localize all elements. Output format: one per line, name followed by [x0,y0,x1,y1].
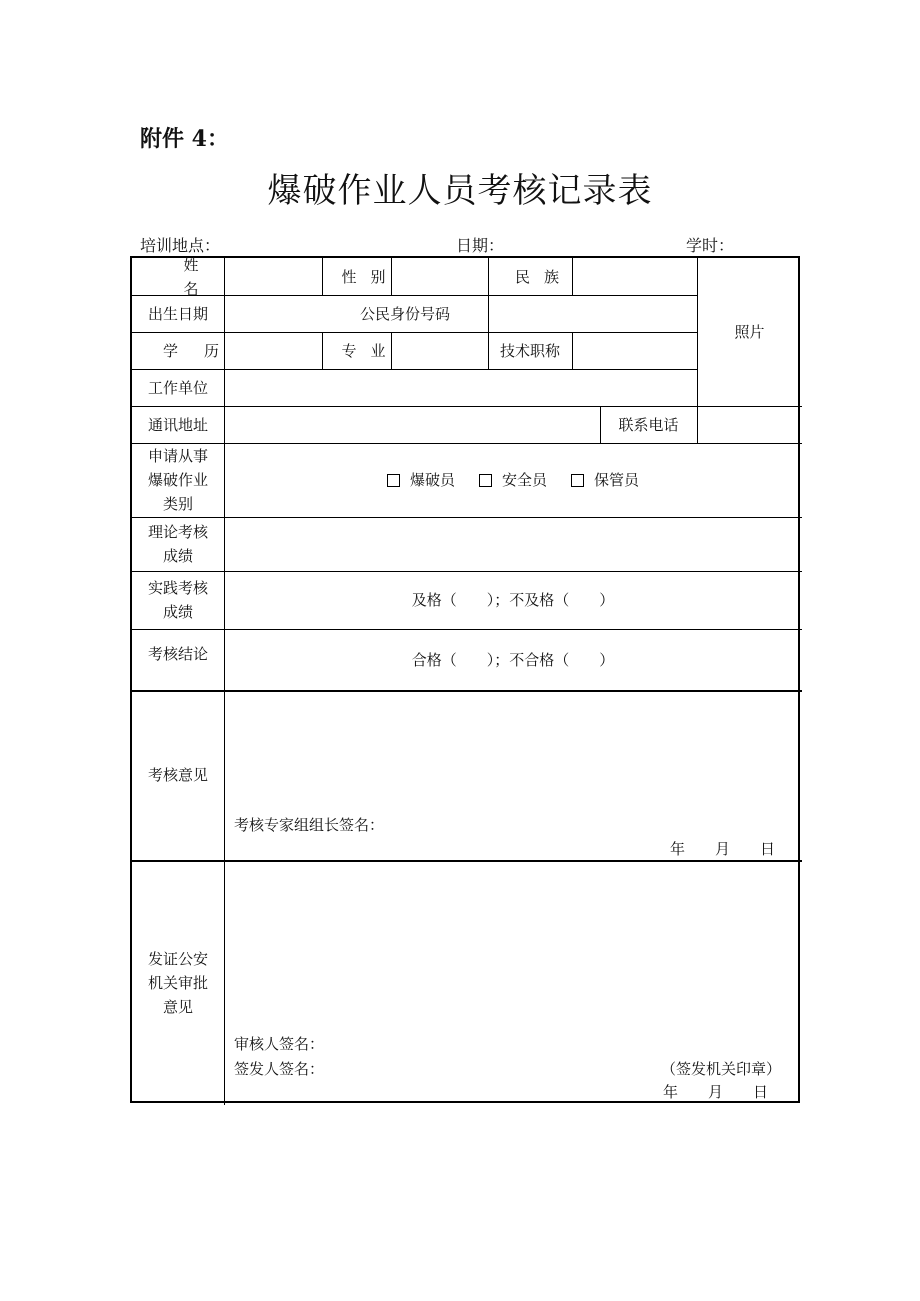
option-blaster[interactable]: 爆破员 [387,468,455,492]
practice-score-label: 实践考核成绩 [148,579,209,621]
education-field[interactable] [224,332,322,369]
employer-field[interactable] [224,369,697,406]
date-label: 日期： [456,236,505,255]
gender-field[interactable] [391,258,488,295]
category-options [224,443,802,517]
ethnicity-label: 民族 [514,267,573,286]
checkbox-icon[interactable] [387,474,400,487]
education-label: 学历 [162,341,245,360]
practice-result[interactable]: 及格（ ）；不及格（ ） [411,591,615,609]
phone-field[interactable] [697,406,802,443]
id-number-field[interactable] [488,295,697,332]
option-safety-officer[interactable]: 安全员 [479,468,547,492]
seal-label: （签发机关印章） [661,1060,782,1078]
conclusion-result[interactable]: 合格（ ）；不合格（ ） [411,650,615,669]
attachment-label: 附件 4： [140,126,229,152]
gender-label: 性别 [341,267,400,286]
checkbox-icon[interactable] [571,474,584,487]
employer-label: 工作单位 [147,378,208,397]
theory-score-field[interactable] [224,517,802,571]
tech-title-field[interactable] [572,332,697,369]
issuer-signature-label: 签发人签名： [234,1060,325,1078]
page-title: 爆破作业人员考核记录表 [267,171,653,211]
expert-signature-label: 考核专家组组长签名： [234,816,385,834]
training-location-label: 培训地点： [140,236,221,255]
phone-label: 联系电话 [618,415,679,434]
major-field[interactable] [391,332,488,369]
address-label: 通讯地址 [147,415,208,434]
birth-date-field[interactable] [224,295,322,332]
ethnicity-field[interactable] [572,258,697,295]
theory-score-label: 理论考核成绩 [148,523,209,565]
opinion-date: 年 月 日 [670,840,776,858]
assessment-form-table [130,256,800,1103]
reviewer-signature-label: 审核人签名： [234,1035,325,1053]
police-opinion-label: 发证公安机关审批意见 [147,949,208,1016]
conclusion-label: 考核结论 [147,645,208,663]
name-label: 姓 名 [183,255,266,298]
option-custodian[interactable]: 保管员 [571,468,639,492]
address-field[interactable] [224,406,600,443]
opinion-label: 考核意见 [147,766,208,784]
name-field[interactable] [224,258,322,295]
birth-date-label: 出生日期 [147,304,208,323]
approval-date: 年 月 日 [663,1083,769,1101]
checkbox-icon[interactable] [479,474,492,487]
category-label: 申请从事爆破作业类别 [147,447,208,513]
photo-label: 照片 [734,323,765,341]
tech-title-label: 技术职称 [499,341,560,360]
major-label: 专业 [341,341,400,360]
id-number-label: 公民身份号码 [359,304,450,323]
photo-area[interactable] [697,258,802,406]
hours-label: 学时： [686,236,735,255]
